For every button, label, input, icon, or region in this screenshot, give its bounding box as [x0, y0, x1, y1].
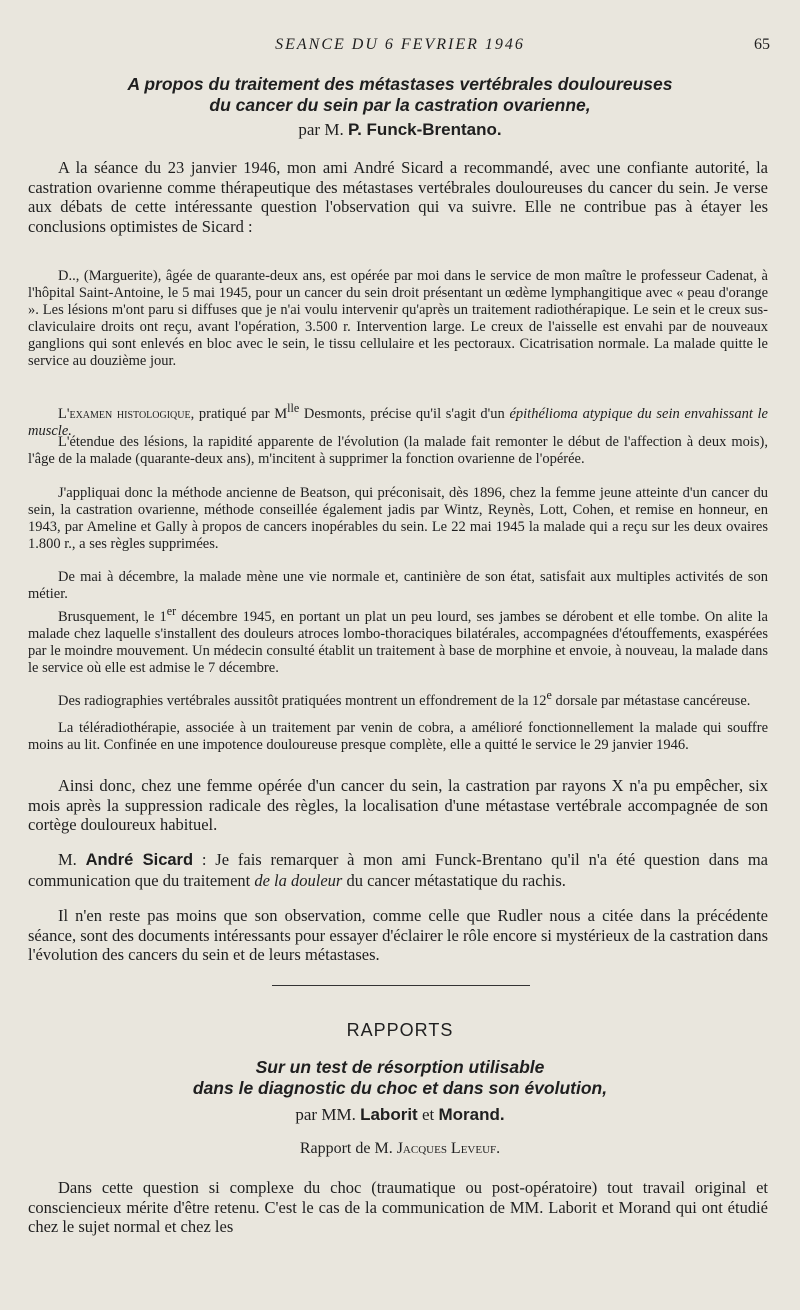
page-header	[0, 36, 800, 58]
byline-prefix: par M.	[298, 120, 348, 139]
sicard-reply-paragraph	[28, 850, 768, 890]
rapport-title-line-2: dans le diagnostic du choc et dans son évolution,	[192, 1078, 608, 1098]
obs-p6-text-b: décembre 1945, en portant un plat un peu lourd, ses jambes se dérobent et elle tombe. On alite la malade chez laquelle s'installent des douleurs atroces lombo-thoraciques bilatérales, accompagnées d'étouffements, exaspérées par le moindre mouvement. Un médecin consulté établit un traitement à base de morphine et envoie, à nouveau, la malade dans le service où elle est admise le 7 décembre.	[28, 608, 768, 676]
rapport-byline	[0, 1105, 800, 1125]
rapport-author-2: Morand.	[438, 1105, 505, 1124]
histology-label: L'examen histologique	[58, 405, 191, 422]
sicard-prefix: M.	[58, 850, 86, 869]
rapport-author-1: Laborit	[360, 1105, 418, 1124]
section-divider	[272, 985, 530, 986]
article-title-line-1: A propos du traitement des métastases vertébrales douloureuses	[127, 74, 673, 94]
article-title-line-2: du cancer du sein par la castration ovarienne,	[209, 95, 591, 115]
obs-p7-text-b: dorsale par métastase cancéreuse.	[551, 692, 751, 709]
rapport-author-conj: et	[417, 1105, 439, 1124]
intro-paragraph: A la séance du 23 janvier 1946, mon ami André Sicard a recommandé, avec une confiante autorité, la castration ovarienne comme thérapeutique des métastases vertébrales douloureuses du cancer du sein. Je verse aux débats de cette intéressante question l'observation qui va suivre. Elle ne contribue pas à étayer les conclusions optimistes de Sicard :	[28, 158, 768, 236]
observation-paragraph-7	[28, 687, 768, 710]
page-number: 65	[754, 36, 770, 53]
sicard-text-b: du cancer métastatique du rachis.	[342, 870, 566, 890]
sicard-italic: de la douleur	[254, 870, 343, 890]
observation-paragraph-1: D.., (Marguerite), âgée de quarante-deux ans, est opérée par moi dans le service de mon maître le professeur Cadenat, à l'hôpital Saint-Antoine, le 5 mai 1945, pour un cancer du sein droit présentant un œdème lymphangitique avec « peau d'orange ». Les lésions m'ont paru si diffuses que je n'ai voulu intervenir qu'après un traitement radiothérapique. Le sein et le creux sus-claviculaire droits ont reçu, avant l'opération, 3.500 r. Intervention large. Le creux de l'aisselle est envahi par de nouveaux ganglions qui sont enlevés en bloc avec le sein, le tissu cellulaire et les pectoraux. Cicatrisation normale. La malade quitte le service au douzième jour.	[28, 268, 768, 369]
obs-p6-text-a: Brusquement, le 1	[58, 608, 167, 625]
observation-paragraph-6	[28, 603, 768, 676]
observation-paragraph-5: De mai à décembre, la malade mène une vie normale et, cantinière de son état, satisfait aux multiples activités de son métier.	[28, 569, 768, 602]
conclusion-paragraph: Ainsi donc, chez une femme opérée d'un cancer du sein, la castration par rayons X n'a pu empêcher, six mois après la suppression radicale des règles, la localisation d'une métastase vertébrale accompagnée de son cortège douloureux habituel.	[28, 776, 768, 834]
diagnosis-italic: épithélioma atypique du sein envahissant le muscle.	[28, 405, 768, 439]
article-title	[30, 74, 770, 116]
obs-p2-superscript: lle	[287, 401, 300, 415]
rapporteur-line	[0, 1140, 800, 1158]
rapport-body-paragraph: Dans cette question si complexe du choc (traumatique ou post-opératoire) tout travail original et consciencieux mérite d'être retenu. C'est le cas de la communication de MM. Laborit et Morand qui ont étudié chez le sujet normal et chez les	[28, 1178, 768, 1236]
obs-p2-text-b: Desmonts, précise qu'il s'agit d'un	[299, 405, 510, 422]
obs-p7-superscript: e	[546, 688, 552, 702]
observation-paragraph-4: J'appliquai donc la méthode ancienne de Beatson, qui préconisait, dès 1896, chez la femme jeune atteinte d'un cancer du sein, la castration ovarienne, méthode conseillée également jadis par Wintz, Reynès, Lott, Cohen, et remise en honneur, en 1943, par Ameline et Gally à propos de cancers inopérables du sein. Le 22 mai 1945 la malade qui a reçu sur les deux ovaires 1.800 r., a ses règles supprimées.	[28, 485, 768, 552]
sicard-text-a: : Je fais remarquer à mon ami Funck-Brentano qu'il n'a été question dans ma communication que du traitement	[28, 850, 768, 890]
observation-paragraph-8: La téléradiothérapie, associée à un traitement par venin de cobra, a amélioré fonctionnellement la malade qui souffre moins au lit. Confinée en une impotence douloureuse presque complète, elle a quitté le service le 29 janvier 1946.	[28, 720, 768, 753]
running-title: SEANCE DU 6 FEVRIER 1946	[275, 36, 525, 53]
obs-p6-superscript: er	[166, 604, 177, 618]
sicard-name: André Sicard	[85, 851, 194, 869]
observation-paragraph-3: L'étendue des lésions, la rapidité apparente de l'évolution (la malade fait remonter le début de l'affection à deux mois), l'âge de la malade (quarante-deux ans), m'incitent à supprimer la fonction ovarienne de l'opérée.	[28, 434, 768, 467]
section-title: RAPPORTS	[346, 1020, 454, 1040]
obs-p2-text-a: , pratiqué par M	[190, 405, 288, 422]
sicard-reply-paragraph-2: Il n'en reste pas moins que son observation, comme celle que Rudler nous a citée dans la précédente séance, sont des documents intéressants pour essayer d'éclairer le rôle encore si mystérieux de la castration dans l'évolution des cancers du sein et de leurs métastases.	[28, 906, 768, 964]
rapport-byline-prefix: par MM.	[295, 1105, 361, 1124]
rapport-title	[0, 1057, 800, 1099]
rapporteur-prefix: Rapport de M.	[299, 1140, 397, 1157]
obs-p7-text-a: Des radiographies vertébrales aussitôt pratiquées montrent un effondrement de la 12	[58, 692, 547, 709]
rapporteur-name: Jacques Leveuf.	[396, 1140, 501, 1157]
article-byline	[0, 120, 800, 140]
rapport-title-line-1: Sur un test de résorption utilisable	[255, 1057, 545, 1077]
author-name: P. Funck-Brentano.	[347, 120, 502, 139]
